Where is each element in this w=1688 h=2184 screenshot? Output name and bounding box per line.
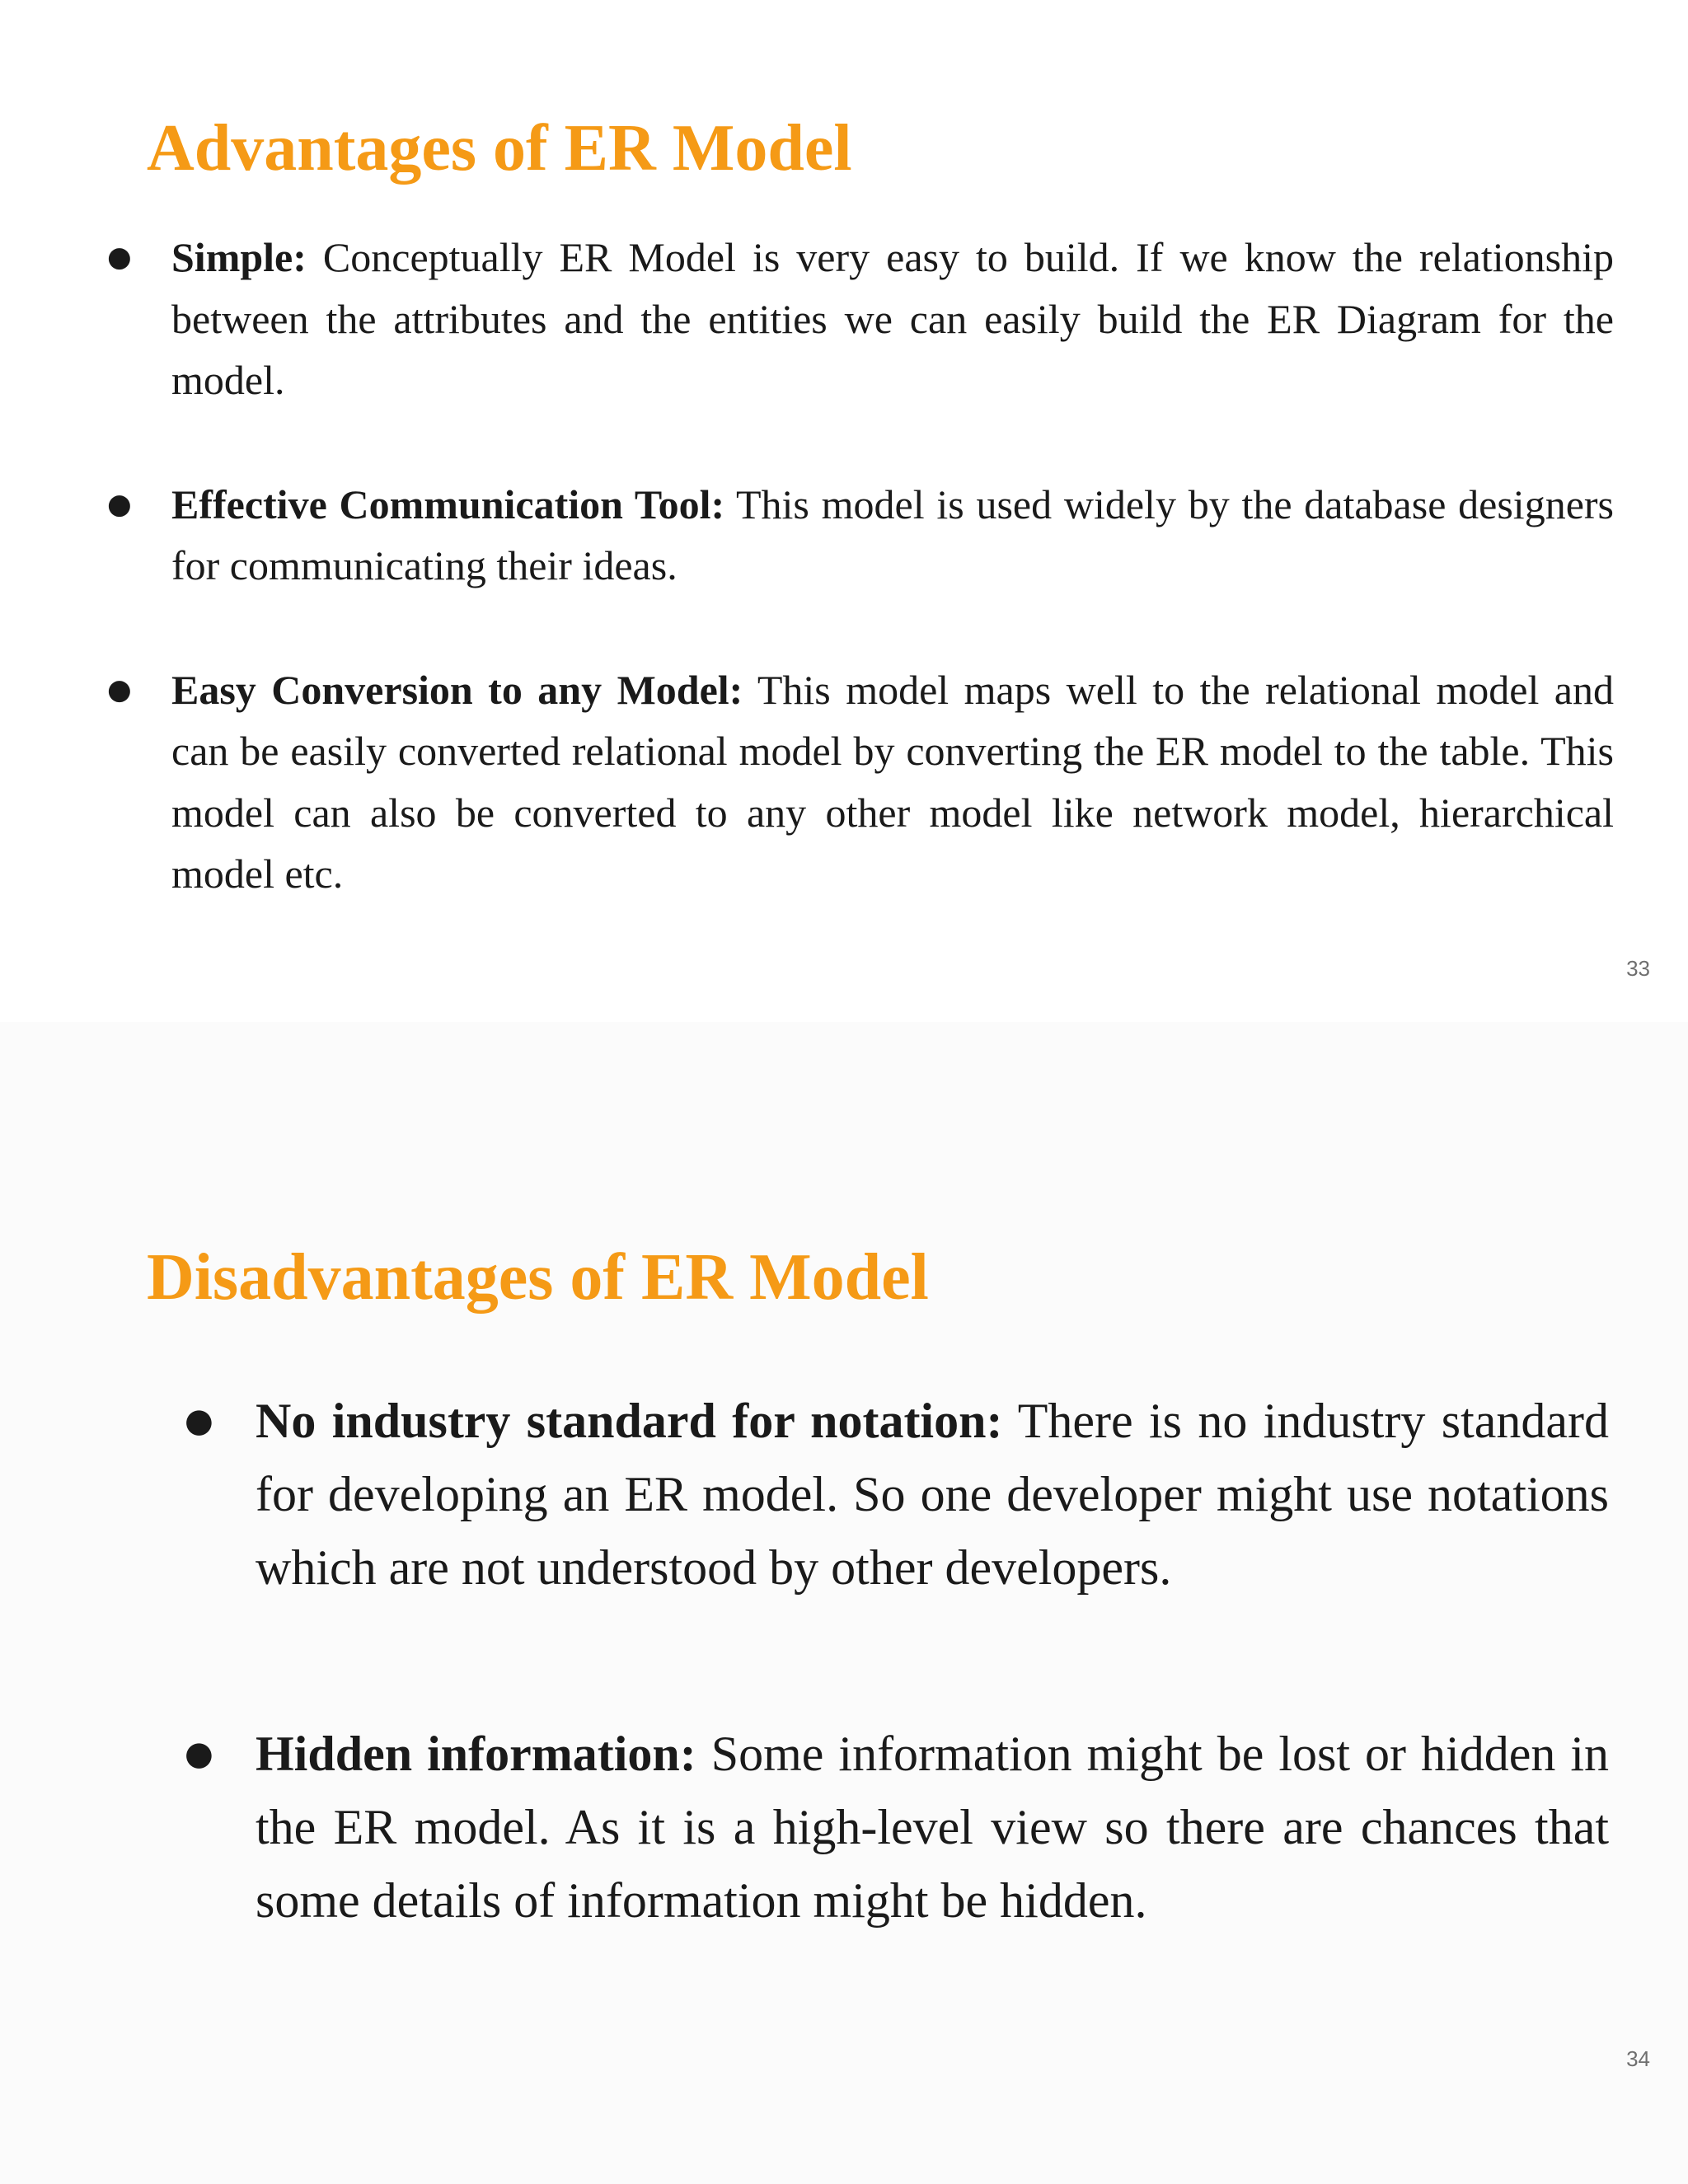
bullet-term: Simple: — [171, 234, 307, 280]
bullet-item-communication — [106, 474, 1614, 597]
bullet-item-conversion — [106, 659, 1614, 905]
bullet-item-simple — [106, 227, 1614, 411]
bullet-icon: ● — [185, 1735, 213, 1773]
bullet-text — [171, 474, 1614, 597]
bullet-text — [256, 1385, 1609, 1605]
bullet-term: Easy Conversion to any Model: — [171, 666, 743, 713]
bullet-text — [256, 1718, 1609, 1938]
bullet-text — [171, 659, 1614, 905]
slide-advantages — [0, 0, 1688, 1022]
slide-title: Advantages of ER Model — [147, 112, 852, 185]
bullet-icon: ● — [107, 241, 132, 274]
bullet-icon: ● — [185, 1402, 213, 1440]
bullet-list — [183, 1385, 1609, 1938]
bullet-description: There is no industry standard for developing an ER model. So one developer might use notations which are not understood by other developers. — [256, 1394, 1610, 1595]
page-number: 33 — [1626, 956, 1650, 981]
bullet-term: Hidden information: — [256, 1727, 696, 1781]
bullet-description: This model maps well to the relational model and can be easily converted relational model by converting the ER model to the table. This model can also be converted to any other model like network model, hierarchical model etc. — [171, 666, 1614, 897]
bullet-list — [106, 227, 1614, 905]
page-number: 34 — [1626, 2046, 1650, 2071]
bullet-description: This model is used widely by the database designers for communicating their ideas. — [171, 480, 1614, 588]
bullet-text — [171, 227, 1614, 411]
bullet-term: No industry standard for notation: — [256, 1394, 1003, 1448]
slide-title: Disadvantages of ER Model — [147, 1241, 929, 1314]
bullet-icon: ● — [107, 673, 132, 706]
bullet-item-notation — [183, 1385, 1609, 1605]
bullet-item-hidden-information — [183, 1718, 1609, 1938]
bullet-term: Effective Communication Tool: — [171, 480, 725, 527]
slide-disadvantages — [0, 1022, 1688, 2184]
bullet-description: Conceptually ER Model is very easy to build. If we know the relationship between the attributes and the entities we can easily build the ER Diagram for the model. — [171, 234, 1614, 403]
bullet-icon: ● — [107, 487, 132, 521]
bullet-description: Some information might be lost or hidden in the ER model. As it is a high-level view so there are chances that some details of information might be hidden. — [256, 1727, 1609, 1928]
